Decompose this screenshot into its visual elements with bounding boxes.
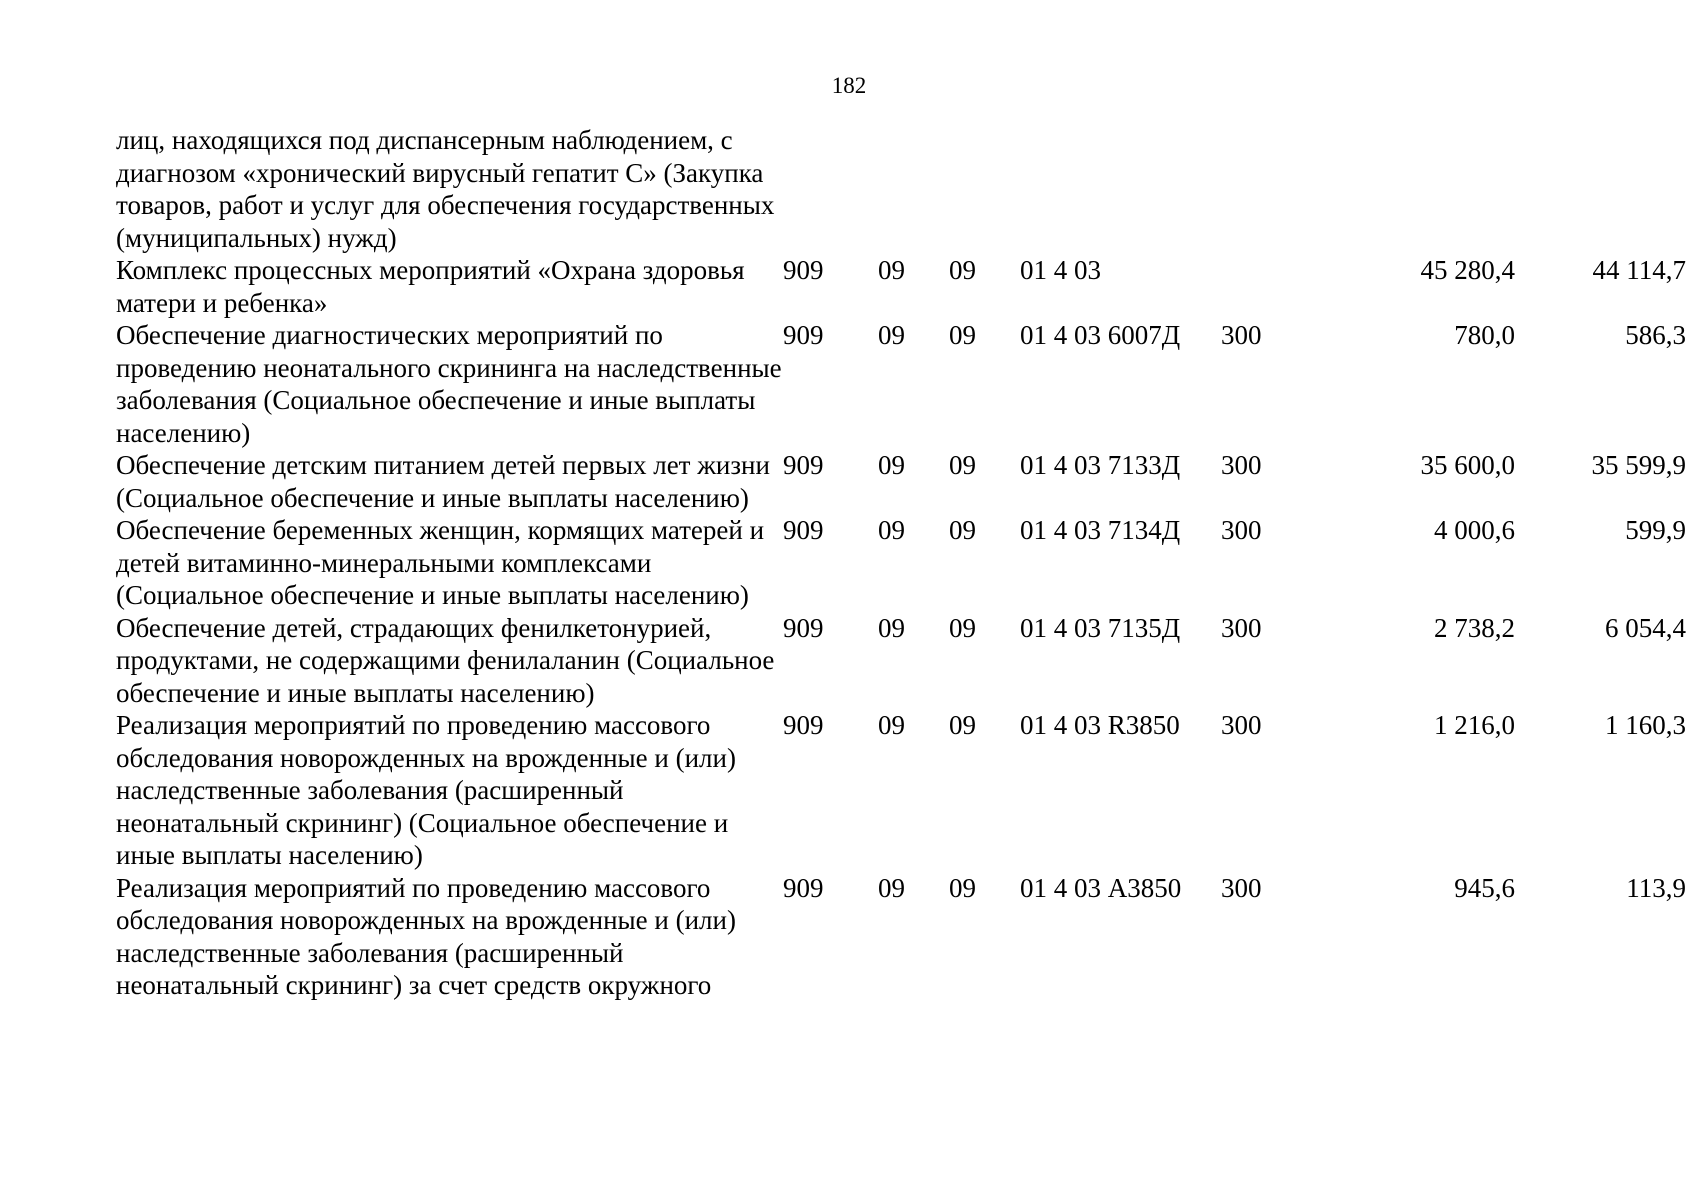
table-row [116, 124, 1686, 254]
row-target-article-cell: 01 4 03 7133Д [1020, 450, 1181, 480]
row-name-cell: Реализация мероприятий по проведению массового обследования новорожденных на врожденные и (или) наследственные заболевания (расширенный неонатальный скрининг) за счет средств окружного [116, 872, 736, 1000]
row-expense-type-cell: 300 [1221, 710, 1262, 740]
row-name-cell: Обеспечение детей, страдающих фенилкетонурией, продуктами, не содержащими фенилаланин (Социальное обеспечение и иные выплаты населению) [116, 612, 775, 708]
row-subsection-cell: 09 [949, 515, 976, 545]
row-section-cell: 09 [878, 872, 905, 903]
row-section-cell: 09 [878, 612, 905, 643]
row-ved-cell [783, 124, 878, 254]
row-expense-type-cell [1221, 254, 1327, 319]
row-section-cell: 09 [878, 450, 905, 480]
table-row [116, 254, 1686, 319]
row-name-cell: Обеспечение беременных женщин, кормящих матерей и детей витаминно-минеральными комплексами (Социальное обеспечение и иные выплаты населению) [116, 515, 765, 610]
row-name-cell: Комплекс процессных мероприятий «Охрана здоровья матери и ребенка» [116, 255, 745, 318]
row-target-article-cell: 01 4 03 7134Д [1020, 515, 1181, 545]
row-amount-2-cell: 113,9 [1626, 872, 1686, 903]
row-target-article-cell [1020, 124, 1221, 254]
row-expense-type-cell: 300 [1221, 320, 1262, 350]
row-section-cell: 09 [878, 255, 905, 285]
row-amount-1-cell: 4 000,6 [1434, 515, 1515, 545]
row-expense-type-cell: 300 [1221, 872, 1262, 903]
row-amount-1-cell: 780,0 [1454, 320, 1515, 350]
table-row [116, 872, 1686, 1002]
table-row [116, 449, 1686, 514]
row-amount-2-cell: 35 599,9 [1591, 450, 1686, 480]
row-name-cell: Обеспечение диагностических мероприятий по проведению неонатального скрининга на наследственные заболевания (Социальное обеспечение и иные выплаты населению) [116, 320, 782, 448]
row-ved-cell: 909 [783, 255, 824, 285]
row-ved-cell: 909 [783, 515, 824, 545]
row-ved-cell: 909 [783, 710, 824, 740]
row-target-article-cell: 01 4 03 R3850 [1020, 710, 1180, 740]
table-row [116, 709, 1686, 872]
row-amount-2-cell [1515, 124, 1686, 254]
row-amount-1-cell [1327, 124, 1515, 254]
row-amount-2-cell: 599,9 [1625, 515, 1686, 545]
row-subsection-cell: 09 [949, 450, 976, 480]
row-section-cell: 09 [878, 710, 905, 740]
row-amount-1-cell: 1 216,0 [1434, 710, 1515, 740]
row-amount-2-cell: 1 160,3 [1605, 710, 1686, 740]
row-expense-type-cell: 300 [1221, 612, 1262, 643]
row-name-cell: Реализация мероприятий по проведению массового обследования новорожденных на врожденные и (или) наследственные заболевания (расширенный неонатальный скрининг) (Социальное обеспечение и иные выплаты населению) [116, 710, 736, 870]
row-target-article-cell: 01 4 03 7135Д [1020, 612, 1181, 643]
row-name-cell: Обеспечение детским питанием детей первых лет жизни (Социальное обеспечение и иные выплаты населению) [116, 450, 770, 513]
row-amount-2-cell: 586,3 [1625, 320, 1686, 350]
row-amount-1-cell: 35 600,0 [1420, 450, 1515, 480]
row-amount-1-cell: 2 738,2 [1434, 612, 1515, 643]
row-expense-type-cell [1221, 124, 1327, 254]
table-body [116, 124, 1686, 1002]
row-ved-cell: 909 [783, 450, 824, 480]
row-section-cell [878, 124, 949, 254]
row-subsection-cell: 09 [949, 320, 976, 350]
page-number: 182 [831, 73, 867, 98]
row-ved-cell: 909 [783, 872, 824, 903]
row-amount-2-cell: 6 054,4 [1605, 612, 1686, 643]
budget-table [116, 124, 1686, 1002]
table-row [116, 319, 1686, 449]
row-subsection-cell: 09 [949, 255, 976, 285]
row-subsection-cell: 09 [949, 612, 976, 643]
row-ved-cell: 909 [783, 320, 824, 350]
row-expense-type-cell: 300 [1221, 515, 1262, 545]
row-target-article-cell: 01 4 03 [1020, 255, 1101, 285]
row-target-article-cell: 01 4 03 6007Д [1020, 320, 1181, 350]
row-amount-1-cell: 45 280,4 [1420, 255, 1515, 285]
table-row [116, 514, 1686, 612]
row-name-cell: лиц, находящихся под диспансерным наблюдением, с диагнозом «хронический вирусный гепатит С» (Закупка товаров, работ и услуг для обеспечения государственных (муниципальных) нужд) [116, 125, 775, 253]
row-expense-type-cell: 300 [1221, 450, 1262, 480]
row-target-article-cell: 01 4 03 А3850 [1020, 872, 1182, 903]
row-subsection-cell [949, 124, 1020, 254]
row-amount-1-cell: 945,6 [1454, 872, 1515, 903]
row-section-cell: 09 [878, 515, 905, 545]
row-ved-cell: 909 [783, 612, 824, 643]
table-row [116, 612, 1686, 710]
row-subsection-cell: 09 [949, 710, 976, 740]
row-section-cell: 09 [878, 320, 905, 350]
row-subsection-cell: 09 [949, 872, 976, 903]
row-amount-2-cell: 44 114,7 [1592, 255, 1686, 285]
